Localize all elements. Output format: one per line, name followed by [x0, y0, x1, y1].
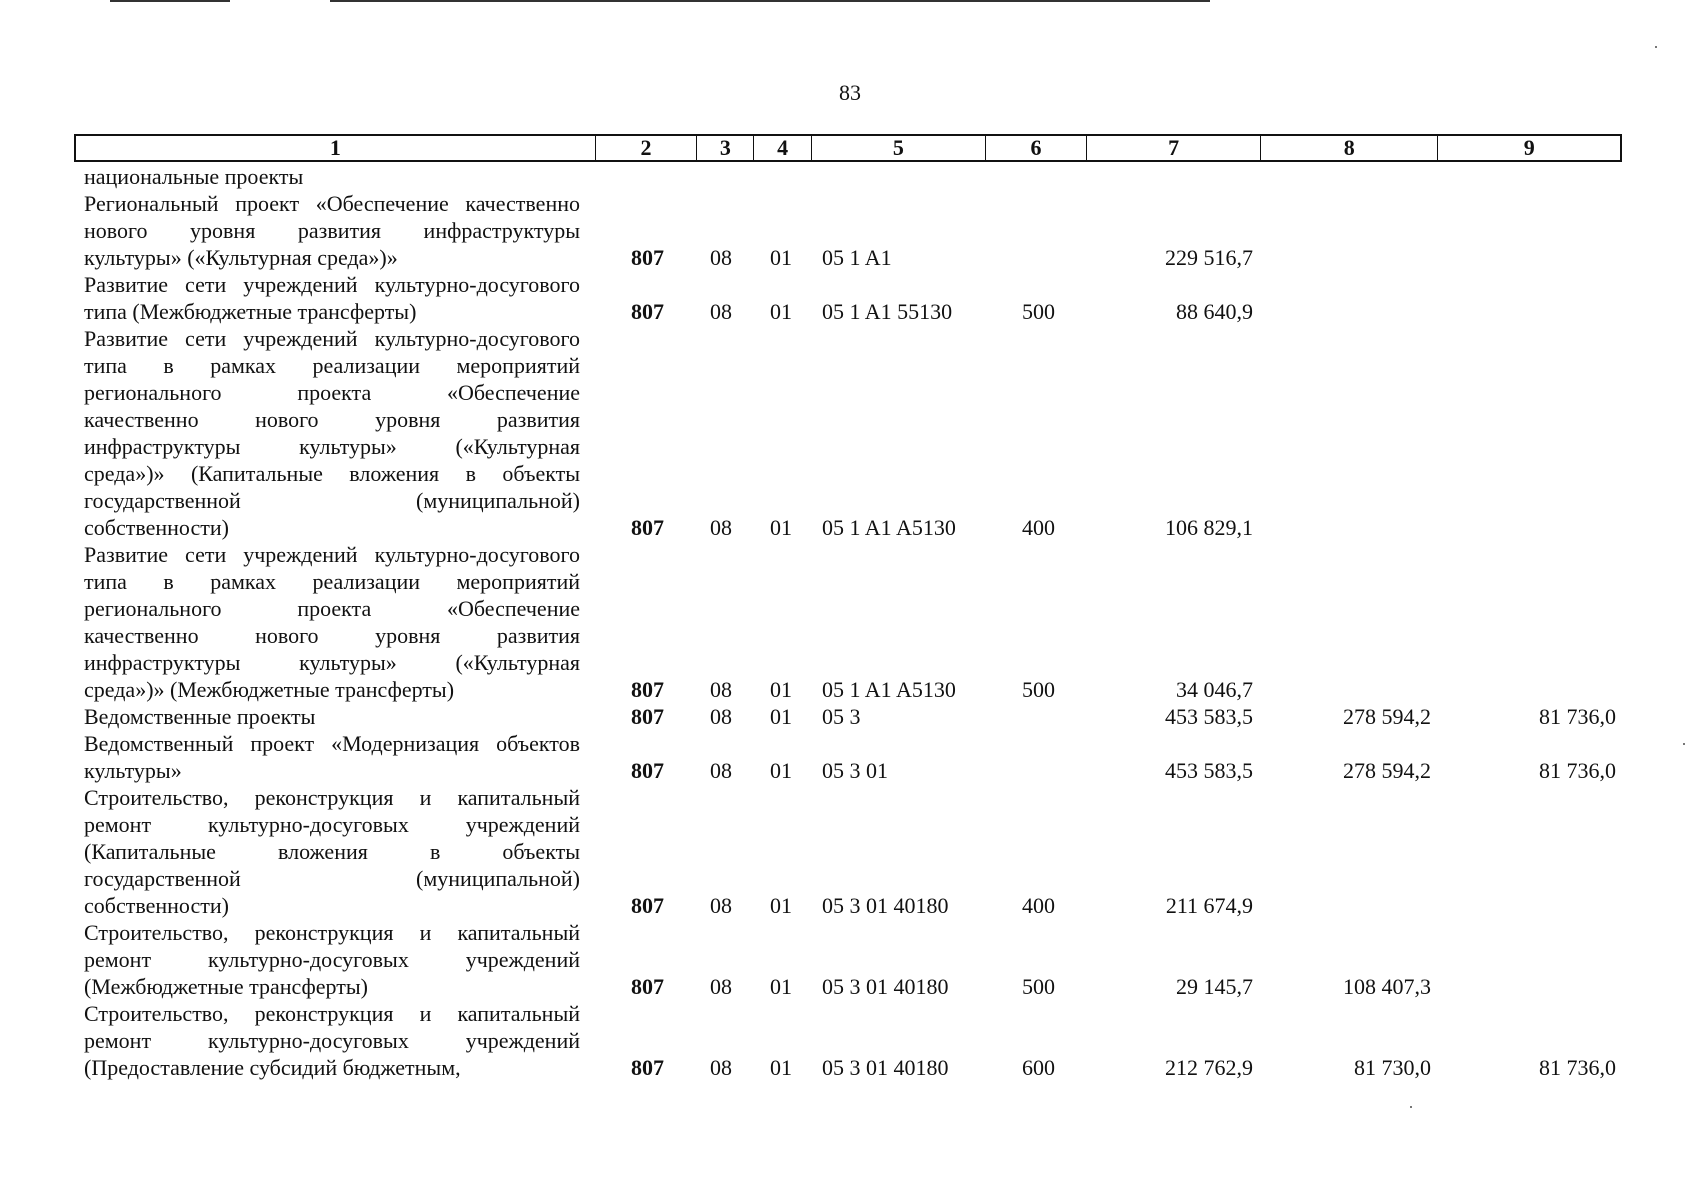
table-row: [0, 730, 1708, 784]
cell-subsection: 01: [770, 299, 792, 324]
description-line: среда»)» (Межбюджетные трансферты): [84, 677, 455, 702]
description-line: типа (Межбюджетные трансферты): [84, 299, 417, 324]
description-line: собственности): [84, 893, 229, 918]
header-col-6: 6: [986, 136, 1088, 160]
cell-subsection: 01: [770, 758, 792, 783]
description-line: Развитие сети учреждений культурно-досугового: [84, 326, 580, 351]
cell-target-article: 05 1 A1: [822, 245, 892, 270]
cell-section: 08: [710, 677, 732, 702]
description-line: Строительство, реконструкция и капитальный: [84, 785, 580, 810]
table-row: [0, 271, 1708, 325]
description-line: Региональный проект «Обеспечение качественно: [84, 191, 580, 216]
cell-amount-year1: 211 674,9: [1165, 893, 1253, 918]
description-line: Развитие сети учреждений культурно-досугового: [84, 272, 580, 297]
cell-section: 08: [710, 974, 732, 999]
description-line: Строительство, реконструкция и капитальный: [84, 920, 580, 945]
cell-section: 08: [710, 758, 732, 783]
cell-subsection: 01: [770, 245, 792, 270]
description-line: культуры»: [84, 758, 182, 783]
cell-amount-year2: 81 730,0: [1354, 1055, 1431, 1080]
table-row: [0, 163, 1708, 190]
cell-expense-type: 400: [1022, 515, 1055, 540]
row-values: [0, 514, 1708, 541]
cell-ministry-code: 807: [631, 515, 664, 540]
scan-speck: [1655, 46, 1657, 48]
cell-amount-year1: 29 145,7: [1176, 974, 1253, 999]
description-line: качественно нового уровня развития: [84, 407, 580, 432]
description-line: качественно нового уровня развития: [84, 623, 580, 648]
cell-amount-year3: 81 736,0: [1539, 1055, 1616, 1080]
cell-ministry-code: 807: [631, 1055, 664, 1080]
table-row: [0, 325, 1708, 541]
table-row: [0, 784, 1708, 919]
row-values: [0, 703, 1708, 730]
row-values: [0, 676, 1708, 703]
cell-target-article: 05 3: [822, 704, 861, 729]
cell-amount-year2: 278 594,2: [1343, 704, 1431, 729]
cell-amount-year1: 229 516,7: [1165, 245, 1253, 270]
row-values: [0, 973, 1708, 1000]
header-col-7: 7: [1087, 136, 1261, 160]
table-row: [0, 190, 1708, 271]
cell-subsection: 01: [770, 1055, 792, 1080]
cell-section: 08: [710, 1055, 732, 1080]
table-row: [0, 1000, 1708, 1081]
cell-ministry-code: 807: [631, 704, 664, 729]
cell-amount-year1: 106 829,1: [1165, 515, 1253, 540]
cell-expense-type: 500: [1022, 974, 1055, 999]
description-line: (Капитальные вложения в объекты: [84, 839, 580, 864]
cell-section: 08: [710, 704, 732, 729]
row-values: [0, 757, 1708, 784]
cell-ministry-code: 807: [631, 893, 664, 918]
description-line: (Предоставление субсидий бюджетным,: [84, 1055, 461, 1080]
table-row: [0, 703, 1708, 730]
description-line: культуры» («Культурная среда»)»: [84, 245, 398, 270]
cell-subsection: 01: [770, 893, 792, 918]
row-values: [0, 163, 1708, 190]
header-col-9: 9: [1523, 135, 1535, 160]
description-line: ремонт культурно-досуговых учреждений: [84, 947, 580, 972]
description-line: среда»)» (Капитальные вложения в объекты: [84, 461, 580, 486]
cell-ministry-code: 807: [631, 758, 664, 783]
description-line: ремонт культурно-досуговых учреждений: [84, 812, 580, 837]
description-line: Ведомственный проект «Модернизация объектов: [84, 731, 580, 756]
cell-section: 08: [710, 299, 732, 324]
row-values: [0, 298, 1708, 325]
description-line: государственной (муниципальной): [84, 866, 580, 891]
header-col-1: 1: [76, 136, 596, 160]
description-line: регионального проекта «Обеспечение: [84, 380, 580, 405]
cell-amount-year1: 453 583,5: [1165, 704, 1253, 729]
cell-ministry-code: 807: [631, 974, 664, 999]
cell-target-article: 05 3 01 40180: [822, 893, 949, 918]
cell-expense-type: 500: [1022, 677, 1055, 702]
cell-amount-year1: 88 640,9: [1176, 299, 1253, 324]
cell-target-article: 05 1 A1 55130: [822, 299, 953, 324]
cell-target-article: 05 3 01: [822, 758, 888, 783]
cell-subsection: 01: [770, 677, 792, 702]
cell-subsection: 01: [770, 704, 792, 729]
cell-target-article: 05 3 01 40180: [822, 974, 949, 999]
description-line: собственности): [84, 515, 229, 540]
cell-expense-type: 600: [1022, 1055, 1055, 1080]
cell-subsection: 01: [770, 974, 792, 999]
cell-section: 08: [710, 245, 732, 270]
description-line: инфраструктуры культуры» («Культурная: [84, 434, 580, 459]
description-line: нового уровня развития инфраструктуры: [84, 218, 580, 243]
cell-expense-type: 400: [1022, 893, 1055, 918]
description-line: типа в рамках реализации мероприятий: [84, 353, 580, 378]
description-line: государственной (муниципальной): [84, 488, 580, 513]
cell-expense-type: 500: [1022, 299, 1055, 324]
cell-section: 08: [710, 893, 732, 918]
cell-section: 08: [710, 515, 732, 540]
cell-target-article: 05 1 A1 A5130: [822, 677, 956, 702]
cell-amount-year3: 81 736,0: [1539, 758, 1616, 783]
description-line: Развитие сети учреждений культурно-досугового: [84, 542, 580, 567]
header-col-8: 8: [1261, 136, 1439, 160]
row-values: [0, 1054, 1708, 1081]
cell-amount-year1: 34 046,7: [1176, 677, 1253, 702]
row-values: [0, 892, 1708, 919]
table-row: [0, 919, 1708, 1000]
description-line: ремонт культурно-досуговых учреждений: [84, 1028, 580, 1053]
cell-amount-year1: 453 583,5: [1165, 758, 1253, 783]
description-line: инфраструктуры культуры» («Культурная: [84, 650, 580, 675]
scan-speck: [1410, 1106, 1412, 1108]
header-col-3: 3: [697, 136, 754, 160]
cell-ministry-code: 807: [631, 299, 664, 324]
description-line: национальные проекты: [84, 164, 304, 189]
cell-ministry-code: 807: [631, 677, 664, 702]
row-values: [0, 244, 1708, 271]
header-col-2: 2: [596, 136, 698, 160]
table-row: [0, 541, 1708, 703]
table-header: [74, 134, 1622, 162]
table-body: [0, 163, 1708, 1081]
header-col-5: 5: [812, 136, 986, 160]
description-line: типа в рамках реализации мероприятий: [84, 569, 580, 594]
description-line: регионального проекта «Обеспечение: [84, 596, 580, 621]
page-number: 83: [839, 80, 861, 105]
cell-target-article: 05 3 01 40180: [822, 1055, 949, 1080]
scan-top-line-right: [330, 0, 1210, 2]
cell-amount-year1: 212 762,9: [1165, 1055, 1253, 1080]
row-description: [84, 325, 580, 541]
description-line: (Межбюджетные трансферты): [84, 974, 368, 999]
header-col-4: 4: [754, 136, 812, 160]
cell-amount-year3: 81 736,0: [1539, 704, 1616, 729]
description-line: Ведомственные проекты: [84, 704, 316, 729]
cell-subsection: 01: [770, 515, 792, 540]
cell-ministry-code: 807: [631, 245, 664, 270]
cell-amount-year2: 108 407,3: [1343, 974, 1431, 999]
cell-amount-year2: 278 594,2: [1343, 758, 1431, 783]
cell-target-article: 05 1 A1 A5130: [822, 515, 956, 540]
description-line: Строительство, реконструкция и капитальный: [84, 1001, 580, 1026]
scan-top-line-left: [110, 0, 230, 2]
